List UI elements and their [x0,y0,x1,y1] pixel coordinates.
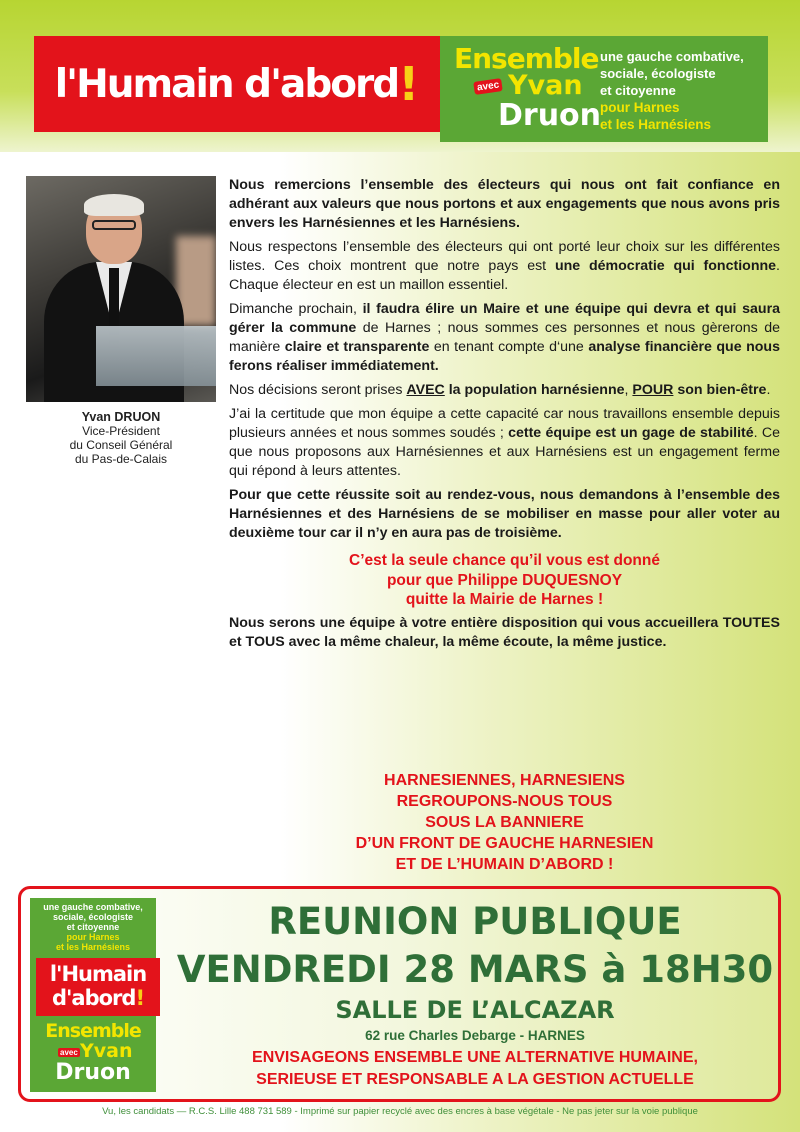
tagline-line: une gauche combative, [600,49,744,64]
paragraph-thanks: Nous remercions l’ensemble des électeurs qui nous ont fait confiance en adhérant aux valeurs que nous portons et aux engagements que nous avons pris envers les Harnésiennes et les Harnésiens. [229,177,780,231]
mini-logo: une gauche combative, sociale, écologiste et citoyenne pour Harnes et les Harnésiens l'Humain d'abord! Ensemble avec Yvan Druon [30,898,156,1092]
tagline-line: sociale, écologiste [600,66,716,81]
red-statement: C’est la seule chance qu’il vous est donné pour que Philippe DUQUESNOY quitte la Mairie de Harnes ! [349,552,660,608]
reunion-date: VENDREDI 28 MARS à 18H30 [176,948,774,991]
photo-caption [26,410,216,466]
candidate-role-line: Vice-Président [82,424,160,438]
mini-druon: Druon [55,1060,131,1085]
yvan-text: Yvan [508,70,583,101]
slogan-text: l'Humain d'abord [54,61,399,107]
mini-yvan: Yvan [80,1040,133,1062]
paragraph-respect: Nous respectons l’ensemble des électeurs qui ont porté leur choix sur les différentes listes. Ces choix montrent que notre pays est une démocratie qui fonctionne. Chaque électeur en est un maillon essentiel. [229,239,780,293]
ensemble-text: Ensemble [454,42,599,75]
tagline-yellow [600,99,711,133]
paragraph-team: J’ai la certitude que mon équipe a cette capacité car nous travaillons ensemble depuis plusieurs années et nous sommes soudés ; cette équipe est un gage de stabilité. Ce que nous proposons aux Harnésiennes et aux Harnésiens est un engagement ferme qui répond à leurs attentes. [229,406,780,479]
legal-footer: Vu, les candidats — R.C.S. Lille 488 731 589 - Imprimé sur papier recyclé avec des encres à base végétale - Ne pas jeter sur la voie publique [102,1106,698,1117]
paragraph-decisions: Nos décisions seront prises AVEC la population harnésienne, POUR son bien-être. [229,382,771,398]
paragraph-sunday: Dimanche prochain, il faudra élire un Maire et une équipe qui devra et qui saura gérer la commune de Harnes ; nous sommes ces personnes et nous gèrerons de manière claire et transparente en tenant compte d‘une analyse financière que nous ferons réaliser immédiatement. [229,301,780,374]
tagline-line: pour Harnes [600,100,680,115]
reunion-venue: SALLE DE L’ALCAZAR [335,996,615,1024]
mini-avec: avec [60,1048,78,1057]
tagline-white [600,48,744,99]
mini-ensemble: Ensemble [45,1020,141,1042]
main-text [229,176,780,657]
candidate-role-line: du Conseil Général [69,438,173,452]
slogan-banner [34,36,440,132]
paragraph-mobilise: Pour que cette réussite soit au rendez-vous, nous demandons à l’ensemble des Harnésiennes et des Harnésiens de se mobiliser en masse pour aller voter au deuxième tour car il n’y en aura pas de troisième. [229,487,780,541]
paragraph-commitment: Nous serons une équipe à votre entière disposition qui vous accueillera TOUTES et TOUS avec la même chaleur, la même écoute, la même justice. [229,614,780,650]
druon-text: Druon [498,98,602,133]
tagline-line: et citoyenne [600,83,676,98]
candidate-photo [26,176,216,402]
reunion-address: 62 rue Charles Debarge - HARNES [365,1028,585,1043]
reunion-call: ENVISAGEONS ENSEMBLE UNE ALTERNATIVE HUMAINE, SERIEUSE ET RESPONSABLE A LA GESTION ACTUELLE [252,1049,698,1088]
slogan-exclamation: ! [398,57,420,111]
candidate-name: Yvan DRUON [81,410,161,424]
tagline-line: et les Harnésiens [600,117,712,132]
candidate-role-line: du Pas-de-Calais [74,452,168,466]
reunion-title: REUNION PUBLIQUE [268,900,682,943]
avec-badge: avec [473,78,503,95]
mini-slogan: l'Humain d'abord! [36,958,160,1016]
candidate-banner [440,36,768,142]
rally-call: HARNESIENNES, HARNESIENS REGROUPONS-NOUS TOUS SOUS LA BANNIERE D’UN FRONT DE GAUCHE HARNESIEN ET DE L’HUMAIN D’ABORD ! [355,772,654,873]
